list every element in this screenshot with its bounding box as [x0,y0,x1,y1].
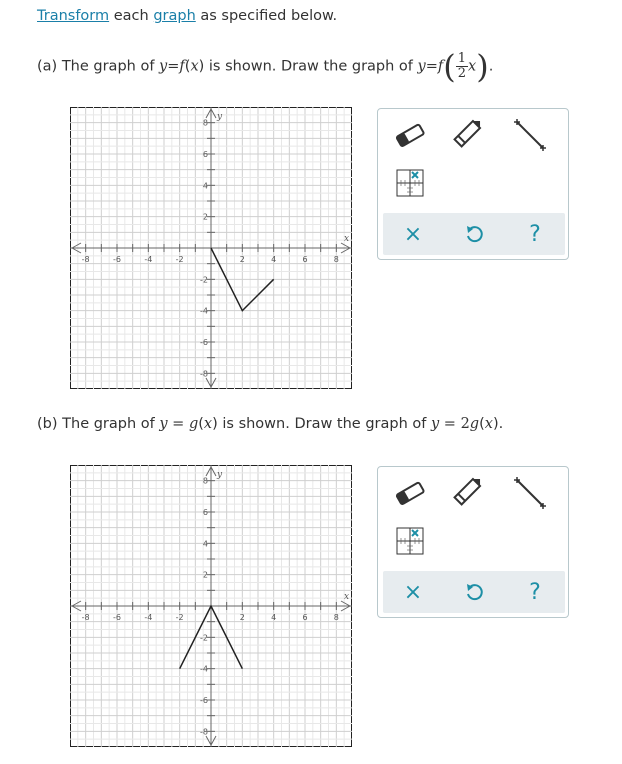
clear-button[interactable] [388,213,438,255]
help-button[interactable] [510,571,560,613]
question-a-target-f: f [437,58,444,75]
x-tick-label: 6 [302,255,308,264]
tool-palette-a [377,108,569,260]
eraser-icon [393,122,427,148]
clear-button[interactable] [388,571,438,613]
x-axis-label: x [344,592,350,602]
undo-button[interactable] [449,213,499,255]
x-tick-label: -4 [144,613,153,622]
eraser-icon [393,480,427,506]
table-plot-tool-button[interactable] [390,165,430,201]
tool-palette-b [377,466,569,618]
question-b-period: . [498,416,504,432]
question-b-eq-equals: = [172,416,185,432]
question-a-eq-equals: = [167,58,180,75]
y-axis-label: y [217,470,223,480]
pencil-tool-button[interactable] [448,473,488,509]
y-tick-label: -2 [200,275,208,285]
y-tick-label: -8 [200,727,208,737]
undo-icon [464,224,484,244]
y-tick-label: 6 [202,508,208,517]
line-segment-icon [513,118,547,152]
x-tick-label: -2 [175,255,184,264]
action-bar-b [383,571,565,613]
y-tick-label: -8 [200,369,208,379]
question-a-target-equals: = [425,58,438,75]
line-segment-icon [513,476,547,510]
question-b-text2: is shown. Draw the graph of [222,416,427,432]
question-b-eq-x: x [203,416,213,432]
x-tick-label: 8 [333,613,339,622]
x-tick-label: 4 [271,255,277,264]
instructions [37,8,337,24]
y-tick-label: 2 [202,570,208,580]
y-tick-label: -6 [200,696,208,705]
question-b-target-g: g [469,416,480,432]
fraction-numerator: 1 [457,51,467,66]
question-b-label: (b) [37,416,58,432]
close-icon: × [403,579,423,605]
line-segment-tool-button[interactable] [510,117,550,153]
transform-link[interactable]: Transform [37,8,110,24]
y-tick-label: 6 [202,150,208,159]
question-mark-icon: ? [529,579,541,605]
table-plot-icon [395,526,425,556]
x-tick-label: 6 [302,613,308,622]
y-tick-label: -2 [200,633,208,643]
question-a-eq-x: x [190,58,199,75]
fraction-one-half [456,52,468,81]
y-tick-label: 8 [202,118,208,128]
help-button[interactable] [510,213,560,255]
question-b: (b) The graph of y = g(x) is shown. Draw the graph of y = 2g(x). [37,416,504,432]
eraser-tool-button[interactable] [390,475,430,511]
table-plot-icon [395,168,425,198]
action-bar-a [383,213,565,255]
x-tick-label: -6 [113,255,121,264]
pencil-icon [451,476,485,506]
intro-rest: as specified below. [200,8,338,24]
question-b-eq-g: g [188,416,199,432]
question-b-target-x: x [484,416,493,432]
question-a-text1: The graph of [61,58,155,75]
graph-a-canvas[interactable] [70,107,352,389]
question-a-eq-y: y [159,58,168,75]
x-tick-label: 2 [239,613,245,622]
y-tick-label: 2 [202,212,208,222]
intro-mid: each [113,8,149,24]
eraser-tool-button[interactable] [390,117,430,153]
question-a-target-y: y [417,58,426,75]
x-tick-label: -8 [81,613,90,622]
y-tick-label: 4 [202,539,208,549]
table-plot-tool-button[interactable] [390,523,430,559]
question-a-text2: is shown. Draw the graph of [208,58,413,75]
y-tick-label: 4 [202,181,208,191]
question-b-coef: 2 [460,416,470,432]
question-a-period: . [488,58,494,75]
question-a-eq-f: f [179,58,185,75]
fraction-denominator: 2 [457,66,467,81]
undo-icon [464,582,484,602]
y-tick-label: -4 [200,664,208,674]
question-b-text1: The graph of [62,416,155,432]
x-tick-label: -2 [175,613,184,622]
question-a-target-x: x [468,58,477,75]
x-tick-label: -8 [81,255,90,264]
close-icon: × [403,221,423,247]
pencil-tool-button[interactable] [448,115,488,151]
question-a: (a) The graph of y=f(x) is shown. Draw the graph of y=f( $\frac{1}{2}$ x). [37,47,494,86]
question-a-label: (a) [37,58,58,75]
x-tick-label: -6 [113,613,121,622]
question-b-eq-y: y [159,416,168,432]
line-segment-tool-button[interactable] [510,475,550,511]
undo-button[interactable] [449,571,499,613]
pencil-icon [451,118,485,148]
question-mark-icon: ? [529,221,541,247]
x-axis-label: x [344,234,350,244]
question-b-target-equals: = [443,416,456,432]
x-tick-label: 2 [239,255,245,264]
x-tick-label: 8 [333,255,339,264]
y-tick-label: -6 [200,338,208,347]
graph-link[interactable]: graph [153,8,196,24]
question-b-target-y: y [430,416,440,432]
y-tick-label: -4 [200,306,208,316]
y-axis-label: y [217,112,223,122]
graph-b-canvas[interactable] [70,465,352,747]
x-tick-label: -4 [144,255,153,264]
y-tick-label: 8 [202,476,208,486]
x-tick-label: 4 [271,613,277,622]
